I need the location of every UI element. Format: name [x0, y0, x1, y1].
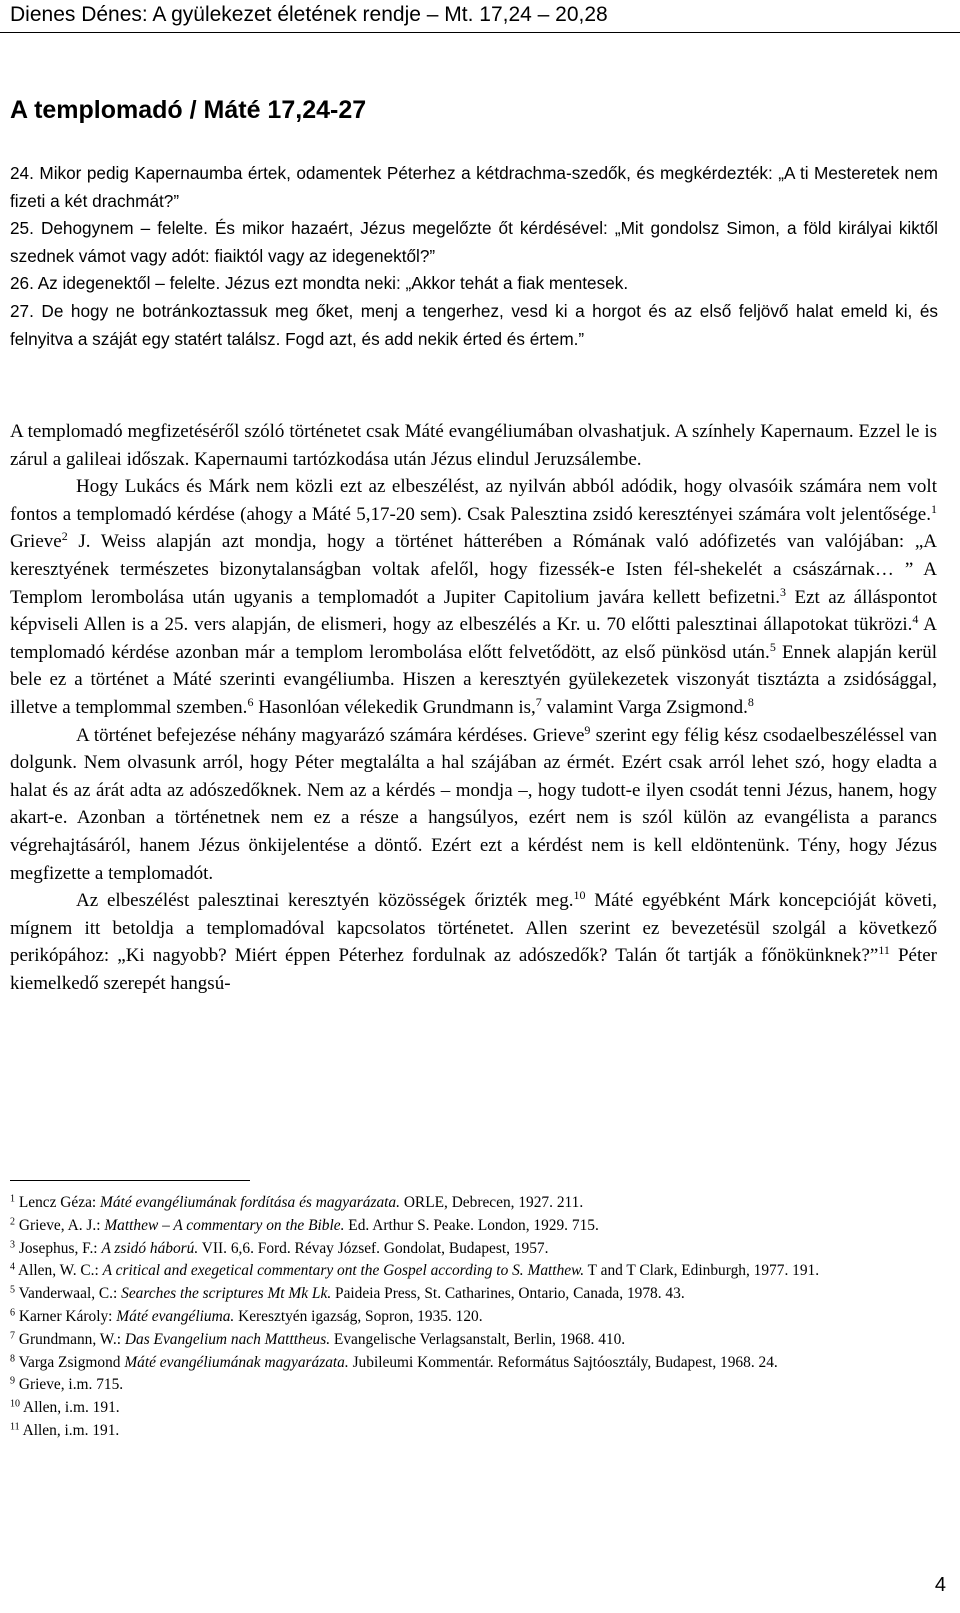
footnote-title: A zsidó háború. — [101, 1239, 199, 1257]
footnote-ref[interactable]: 6 — [247, 694, 254, 709]
footnote-number: 11 — [10, 1421, 20, 1433]
footnote — [10, 1329, 930, 1352]
footnote-author: Allen, W. C.: — [18, 1262, 103, 1280]
footnote-number: 5 — [10, 1284, 15, 1296]
footnote-author: Grieve, A. J.: — [18, 1216, 105, 1234]
footnote-ref[interactable]: 5 — [769, 639, 776, 654]
paragraph — [10, 473, 937, 721]
running-header: Dienes Dénes: A gyülekezet életének rendje – Mt. 17,24 – 20,28 — [10, 3, 608, 26]
bible-passage — [10, 160, 938, 353]
footnote — [10, 1352, 930, 1375]
footnote-number: 9 — [10, 1375, 15, 1387]
footnote-rest: ORLE, Debrecen, 1927. 211. — [399, 1194, 584, 1211]
footnote-author: Grieve, i.m. 715. — [18, 1376, 124, 1394]
footnote — [10, 1283, 930, 1306]
verse-27: 27. De hogy ne botránkoztassuk meg őket, menj a tengerhez, vesd ki a horgot és az első feljövő halat emeld ki, és felnyitva a száját egy statért találsz. Fogd azt, és add nekik érted és értem.” — [10, 300, 938, 349]
footnote — [10, 1215, 930, 1238]
footnote-number: 10 — [10, 1398, 20, 1410]
footnote-rest: T and T Clark, Edinburgh, 1977. 191. — [584, 1262, 820, 1280]
paragraph-text: Ennek alapján kerül bele ez a történet a Máté szerinti evangéliumba. Hiszen a keresztyén gyülekezetek viszonyát tisztázta a zsidósággal, illetve a templommal szemben. — [10, 641, 937, 718]
footnote-ref[interactable]: 9 — [584, 722, 591, 737]
paragraph-text: Péter kiemelkedő szerepét hangsú- — [10, 945, 937, 994]
footnote-rest: Ed. Arthur S. Peake. London, 1929. 715. — [344, 1216, 599, 1234]
footnote-number: 3 — [10, 1239, 15, 1251]
footnote-number: 2 — [10, 1216, 15, 1228]
footnote-number: 7 — [10, 1330, 15, 1342]
paragraph-text: A templomadó kérdése azonban már a templom lerombolása előtt felvetődött, az első pünkösd után. — [10, 614, 937, 663]
footnote — [10, 1420, 930, 1443]
footnote — [10, 1260, 930, 1283]
verse-25: 25. Dehogynem – felelte. És mikor hazaért, Jézus megelőzte őt kérdésével: „Mit gondolsz Simon, a föld királyai kiktől szednek vámot vagy adót: fiaiktól vagy az idegenektől?” — [10, 218, 938, 266]
footnote-ref[interactable]: 10 — [573, 887, 586, 902]
header-rule — [0, 32, 960, 33]
paragraph-text: J. Weiss alapján azt mondja, hogy a történet hátterében a Rómának való adófizetés van valójában: „A keresztyének természetes bizonytalanságban voltak afelől, hogy fizessék-e Isten fél-shekelét a császárnak… ” A Templom lerombolása után ugyanis a templomadót a Jupiter Capitolium javára kellett befizetni. — [10, 531, 937, 608]
footnote-ref[interactable]: 4 — [912, 611, 919, 626]
footnote — [10, 1192, 930, 1215]
footnote-rest: VII. 6,6. Ford. Révay József. Gondolat, Budapest, 1957. — [198, 1239, 549, 1257]
footnote — [10, 1397, 930, 1420]
footnote-ref[interactable]: 1 — [931, 501, 937, 516]
paragraph-text: Az elbeszélést palesztinai keresztyén közösségek őrizték meg. — [76, 890, 574, 912]
footnote-ref[interactable]: 3 — [779, 584, 786, 599]
paragraph-text: Grieve — [10, 531, 62, 553]
footnote-author: Josephus, F.: — [18, 1239, 102, 1257]
section-title: A templomadó / Máté 17,24-27 — [10, 96, 367, 124]
paragraph-text: Máté egyébként Márk koncepcióját követi, mígnem itt betoldja a templomadóval kapcsolatos történetet. Allen szerint ez bevezetésül szolgál a következő perikópához: „Ki nagyobb? Miért éppen Péterhez fordulnak az adószedők? Talán őt tartják a főnökünknek?” — [10, 890, 937, 967]
footnote-ref[interactable]: 2 — [61, 529, 68, 544]
footnote-author: Varga Zsigmond — [18, 1353, 125, 1371]
paragraph-text: Hogy Lukács és Márk nem közli ezt az elbeszélést, az nyilván abból adódik, hogy olvasóik számára nem volt fontos a templomadó kérdése (ahogy a Máté 5,17-20 sem). Csak Palesztina zsidó keresztényei számára volt jelentősége. — [10, 476, 937, 525]
paragraph-text: szerint egy félig kész csodaelbeszéléssel van dolgunk. Nem olvasunk arról, hogy Péter megtalálta a hal szájában az érmét. Ezért csak arról lehet szó, hogy eladta a halat és az árát adta az adószedőknek. Nem az a kérdés – mondja –, hogy tudott-e ilyen csodát tenni Jézus, hanem, hogy akart-e. Azonban a történetnek nem ez a része a hangsúlyos, ezért nem is szól külön az evangélista a parancs végrehajtásáról, hanem Jézus önkijelentése a döntő. Ezért ezt a kérdést nem is kell eldöntenünk. Tény, hogy Jézus megfizette a templomadót. — [10, 724, 937, 884]
footnote-separator — [10, 1180, 250, 1181]
footnote-title: A critical and exegetical commentary ont the Gospel according to S. Matthew. — [102, 1262, 585, 1280]
footnote-rest: Paideia Press, St. Catharines, Ontario, Canada, 1978. 43. — [331, 1285, 685, 1303]
commentary-body — [10, 418, 937, 997]
footnote-ref[interactable]: 11 — [878, 943, 890, 958]
paragraph-text: A történet befejezése néhány magyarázó számára kérdéses. Grieve — [76, 724, 585, 746]
footnote-author: Vanderwaal, C.: — [18, 1285, 122, 1303]
footnote-title: Máté evangéliumának fordítása és magyarázata. — [100, 1194, 400, 1211]
footnote-title: Máté evangéliuma. — [116, 1307, 235, 1325]
footnote-rest: Jubileumi Kommentár. Református Sajtóosztály, Budapest, 1968. 24. — [348, 1353, 778, 1371]
footnote-number: 8 — [10, 1353, 15, 1365]
footnote — [10, 1306, 930, 1329]
footnote-author: Lencz Géza: — [18, 1194, 101, 1211]
footnote-title: Máté evangéliumának magyarázata. — [124, 1353, 349, 1371]
footnote — [10, 1238, 930, 1261]
paragraph — [10, 887, 937, 997]
footnote-number: 6 — [10, 1307, 15, 1319]
footnote-author: Allen, i.m. 191. — [22, 1421, 120, 1439]
paragraph-text: Hasonlóan vélekedik Grundmann is, — [253, 696, 536, 718]
footnote-title: Das Evangelium nach Matttheus. — [124, 1330, 331, 1348]
footnote-author: Allen, i.m. 191. — [23, 1399, 120, 1417]
footnote-author: Karner Károly: — [18, 1307, 117, 1325]
footnote-title: Searches the scriptures Mt Mk Lk. — [121, 1285, 332, 1303]
paragraph-text: valamint Varga Zsigmond. — [541, 696, 748, 718]
paragraph: A templomadó megfizetéséről szóló történetet csak Máté evangéliumában olvashatjuk. A színhely Kapernaum. Ezzel le is zárul a galileai időszak. Kapernaumi tartózkodása után Jézus elindul Jeruzsálembe. — [10, 421, 937, 470]
verse-26: 26. Az idegenektől – felelte. Jézus ezt mondta neki: „Akkor tehát a fiak mentesek. — [10, 273, 629, 294]
footnote-rest: Evangelische Verlagsanstalt, Berlin, 1968. 410. — [330, 1330, 626, 1348]
footnote-number: 4 — [10, 1261, 15, 1273]
footnote-ref[interactable]: 7 — [535, 694, 542, 709]
footnote-number: 1 — [10, 1193, 15, 1205]
paragraph — [10, 722, 937, 888]
footnote-title: Matthew – A commentary on the Bible. — [104, 1216, 345, 1234]
footnotes — [10, 1192, 930, 1443]
page-number: 4 — [934, 1574, 946, 1596]
paragraph-text: Ezt az álláspontot képviseli Allen is a 25. vers alapján, de elismeri, hogy az elbeszélés a Kr. u. 70 előtti palesztinai állapotokat tükrözi. — [10, 586, 937, 636]
footnote-rest: Keresztyén igazság, Sopron, 1935. 120. — [234, 1307, 483, 1325]
verse-24: 24. Mikor pedig Kapernaumba értek, odamentek Péterhez a kétdrachma-szedők, és megkérdezték: „A ti Mesteretek nem fizeti a két drachmát?” — [10, 163, 938, 211]
footnote-author: Grundmann, W.: — [18, 1330, 125, 1348]
footnote-ref[interactable]: 8 — [747, 694, 754, 709]
footnote — [10, 1374, 930, 1397]
